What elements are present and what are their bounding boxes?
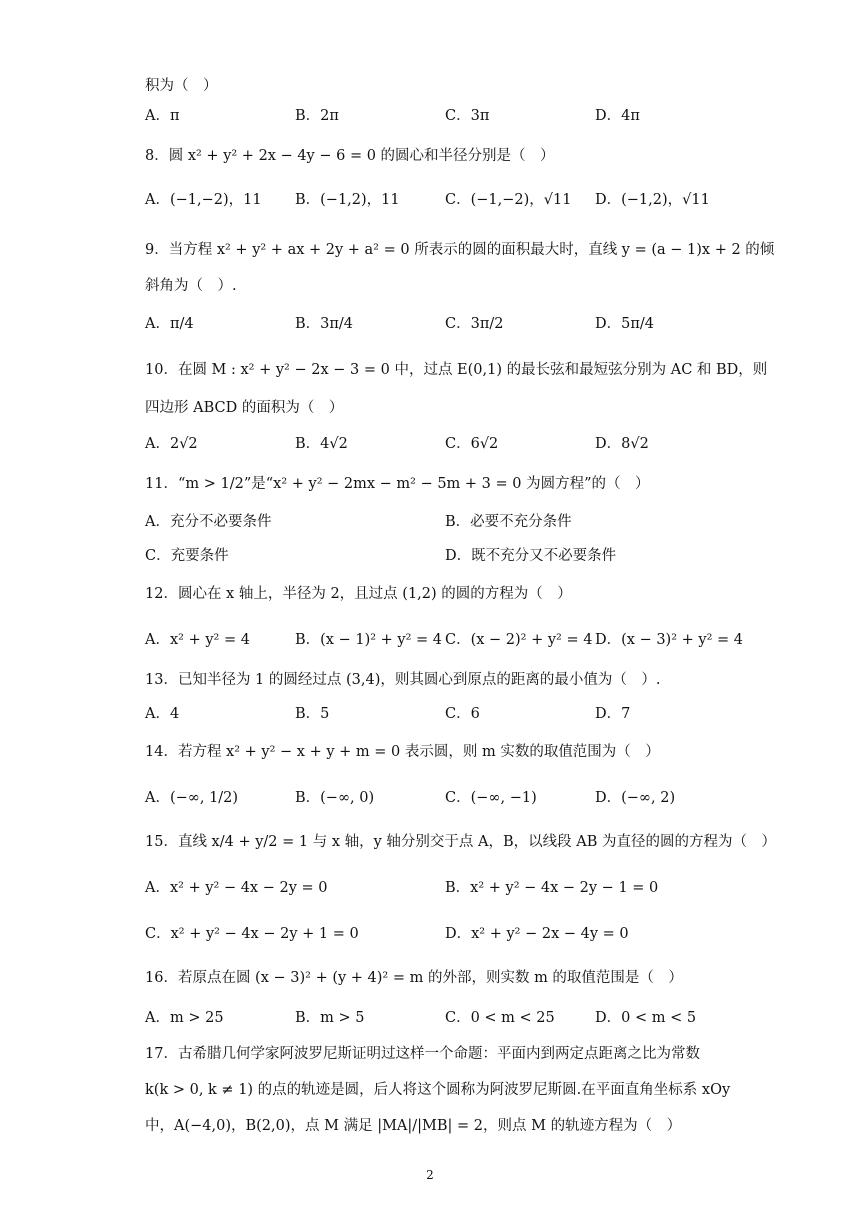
question-17-line-2: k(k > 0, k ≠ 1) 的点的轨迹是圆，后人将这个圆称为阿波罗尼斯圆.在平面直角坐标系 xOy: [145, 1082, 731, 1098]
option-d: D．5π/4: [595, 316, 654, 332]
question-7-tail: 积为（ ）: [145, 78, 218, 94]
option-b: B．5: [295, 706, 330, 722]
option-c: C．6√2: [445, 436, 499, 452]
option-a: A．m > 25: [145, 1010, 224, 1026]
question-8: 8．圆 x² + y² + 2x − 4y − 6 = 0 的圆心和半径分别是（ ）: [145, 148, 555, 164]
option-c: C．3π: [445, 108, 490, 124]
question-10-continued: 四边形 ABCD 的面积为（ ）: [145, 400, 344, 416]
option-d: D．0 < m < 5: [595, 1010, 697, 1026]
option-a: A．(−1,−2)，11: [145, 192, 262, 208]
option-a: A．π/4: [145, 316, 194, 332]
question-9: 9．当方程 x² + y² + ax + 2y + a² = 0 所表示的圆的面积最大时，直线 y = (a − 1)x + 2 的倾: [145, 242, 775, 258]
option-b: B．2π: [295, 108, 339, 124]
option-c: C．(−1,−2)，√11: [445, 192, 572, 208]
question-16: 16．若原点在圆 (x − 3)² + (y + 4)² = m 的外部，则实数 m 的取值范围是（ ）: [145, 970, 683, 986]
page-number: 2: [426, 1168, 434, 1182]
option-d: D．(x − 3)² + y² = 4: [595, 632, 743, 648]
option-b: B．m > 5: [295, 1010, 365, 1026]
option-b: B．必要不充分条件: [445, 514, 572, 530]
question-9-continued: 斜角为（ ）.: [145, 278, 237, 294]
option-b: B．4√2: [295, 436, 348, 452]
question-14: 14．若方程 x² + y² − x + y + m = 0 表示圆，则 m 实数的取值范围为（ ）: [145, 744, 660, 760]
question-10: 10．在圆 M : x² + y² − 2x − 3 = 0 中，过点 E(0,1) 的最长弦和最短弦分别为 AC 和 BD，则: [145, 362, 768, 378]
option-a: A．x² + y² = 4: [145, 632, 250, 648]
option-b: B．(−1,2)，11: [295, 192, 400, 208]
option-b: B．(x − 1)² + y² = 4: [295, 632, 443, 648]
question-17: 17．古希腊几何学家阿波罗尼斯证明过这样一个命题：平面内到两定点距离之比为常数: [145, 1046, 700, 1062]
option-d: D．4π: [595, 108, 640, 124]
option-b: B．x² + y² − 4x − 2y − 1 = 0: [445, 880, 659, 896]
option-c: C．0 < m < 25: [445, 1010, 555, 1026]
option-a: A．充分不必要条件: [145, 514, 272, 530]
option-d: D．(−∞, 2): [595, 790, 676, 806]
option-a: A．4: [145, 706, 180, 722]
option-a: A．x² + y² − 4x − 2y = 0: [145, 880, 328, 896]
option-d: D．8√2: [595, 436, 649, 452]
option-a: A．(−∞, 1/2): [145, 790, 239, 806]
option-d: D．(−1,2)，√11: [595, 192, 710, 208]
option-b: B．(−∞, 0): [295, 790, 375, 806]
question-11: 11．“m > 1/2”是“x² + y² − 2mx − m² − 5m + 3 = 0 为圆方程”的（ ）: [145, 476, 650, 492]
question-17-line-3: 中，A(−4,0)，B(2,0)，点 M 满足 |MA|/|MB| = 2，则点 M 的轨迹方程为（ ）: [145, 1118, 682, 1134]
question-12: 12．圆心在 x 轴上，半径为 2，且过点 (1,2) 的圆的方程为（ ）: [145, 586, 572, 602]
question-15: 15．直线 x/4 + y/2 = 1 与 x 轴，y 轴分别交于点 A，B，以线段 AB 为直径的圆的方程为（ ）: [145, 834, 776, 850]
option-d: D．7: [595, 706, 631, 722]
option-c: C．x² + y² − 4x − 2y + 1 = 0: [145, 926, 359, 942]
option-c: C．3π/2: [445, 316, 504, 332]
option-c: C．6: [445, 706, 480, 722]
question-13: 13．已知半径为 1 的圆经过点 (3,4)，则其圆心到原点的距离的最小值为（ ）.: [145, 672, 661, 688]
option-a: A．π: [145, 108, 180, 124]
option-b: B．3π/4: [295, 316, 354, 332]
option-c: C．(−∞, −1): [445, 790, 537, 806]
option-a: A．2√2: [145, 436, 198, 452]
option-d: D．x² + y² − 2x − 4y = 0: [445, 926, 629, 942]
option-c: C．(x − 2)² + y² = 4: [445, 632, 593, 648]
option-c: C．充要条件: [145, 548, 229, 564]
option-d: D．既不充分又不必要条件: [445, 548, 617, 564]
